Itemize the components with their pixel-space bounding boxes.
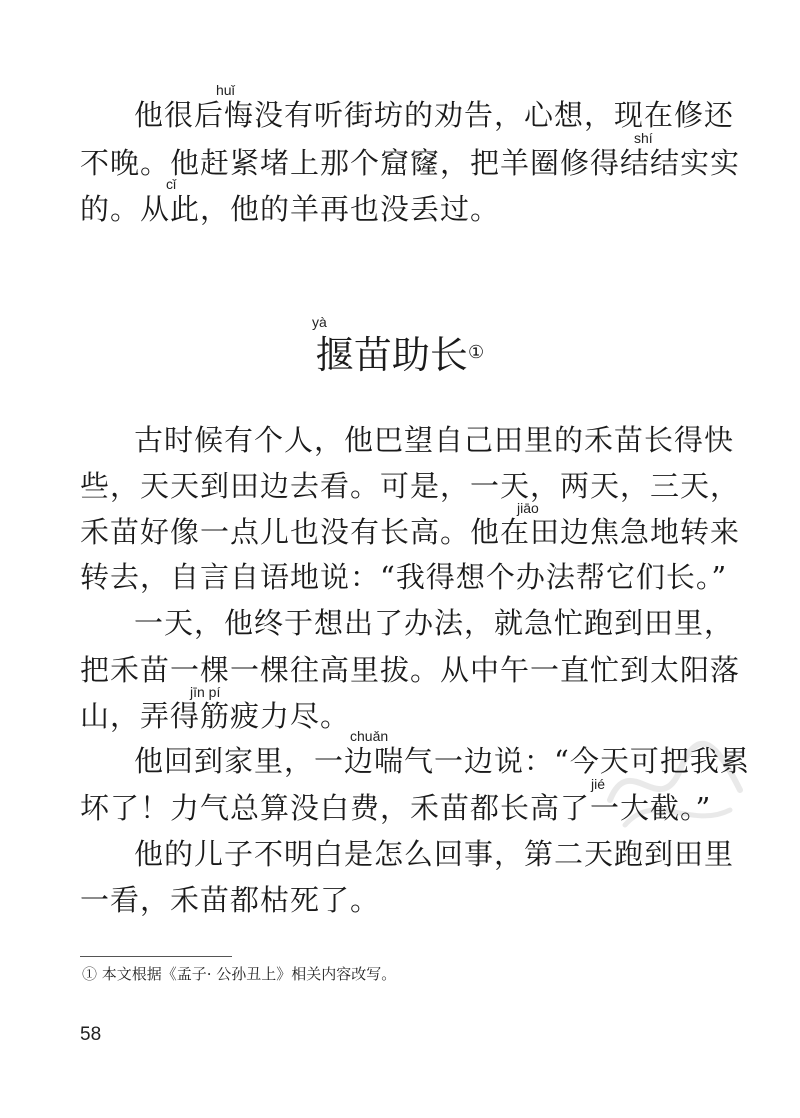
title-footnote-marker: ① xyxy=(467,342,485,363)
pinyin-hui: huǐ xyxy=(216,82,235,98)
story-line: 古时候有个人，他巴望自己田里的禾苗长得快 xyxy=(134,423,735,457)
pinyin-ci: cǐ xyxy=(166,176,177,192)
story-line: 些，天天到田边去看。可是，一天，两天，三天， xyxy=(80,469,741,503)
footnote-divider xyxy=(80,956,232,957)
story-title-text: 揠苗助长 xyxy=(315,333,468,377)
paragraph-line: 的。从此，他的羊再也没丢过。 xyxy=(80,192,501,226)
paragraph-line: 他很后悔没有听街坊的劝告，心想，现在修还 xyxy=(134,98,735,132)
footnote: ① 本文根据《孟子· 公孙丑上》相关内容改写。 xyxy=(82,965,397,983)
pinyin-ya: yà xyxy=(312,314,327,330)
page-number: 58 xyxy=(80,1024,102,1045)
pinyin-shi: shí xyxy=(634,130,653,146)
story-line: 山，弄得筋疲力尽。 xyxy=(80,699,351,733)
story-line: 他回到家里，一边喘气一边说：“今天可把我累 xyxy=(134,744,750,778)
story-line: 坏了！力气总算没白费，禾苗都长高了一大截。” xyxy=(80,791,712,825)
watermark-scribble xyxy=(600,730,750,840)
story-line: 把禾苗一棵一棵往高里拔。从中午一直忙到太阳落 xyxy=(80,653,741,687)
pinyin-jie: jié xyxy=(591,776,606,792)
pinyin-jiao: jiāo xyxy=(517,500,539,516)
story-line: 转去，自言自语地说：“我得想个办法帮它们长。” xyxy=(80,560,728,594)
story-line: 他的儿子不明白是怎么回事，第二天跑到田里 xyxy=(134,837,735,871)
pinyin-chuan: chuǎn xyxy=(350,728,389,744)
pinyin-jin-pi: jīn pí xyxy=(190,684,221,700)
paragraph-line: 不晚。他赶紧堵上那个窟窿，把羊圈修得结结实实 xyxy=(80,146,741,180)
story-line: 一看，禾苗都枯死了。 xyxy=(80,883,381,917)
story-line: 禾苗好像一点儿也没有长高。他在田边焦急地转来 xyxy=(80,515,741,549)
story-title xyxy=(0,334,800,376)
story-line: 一天，他终于想出了办法，就急忙跑到田里， xyxy=(134,606,735,640)
